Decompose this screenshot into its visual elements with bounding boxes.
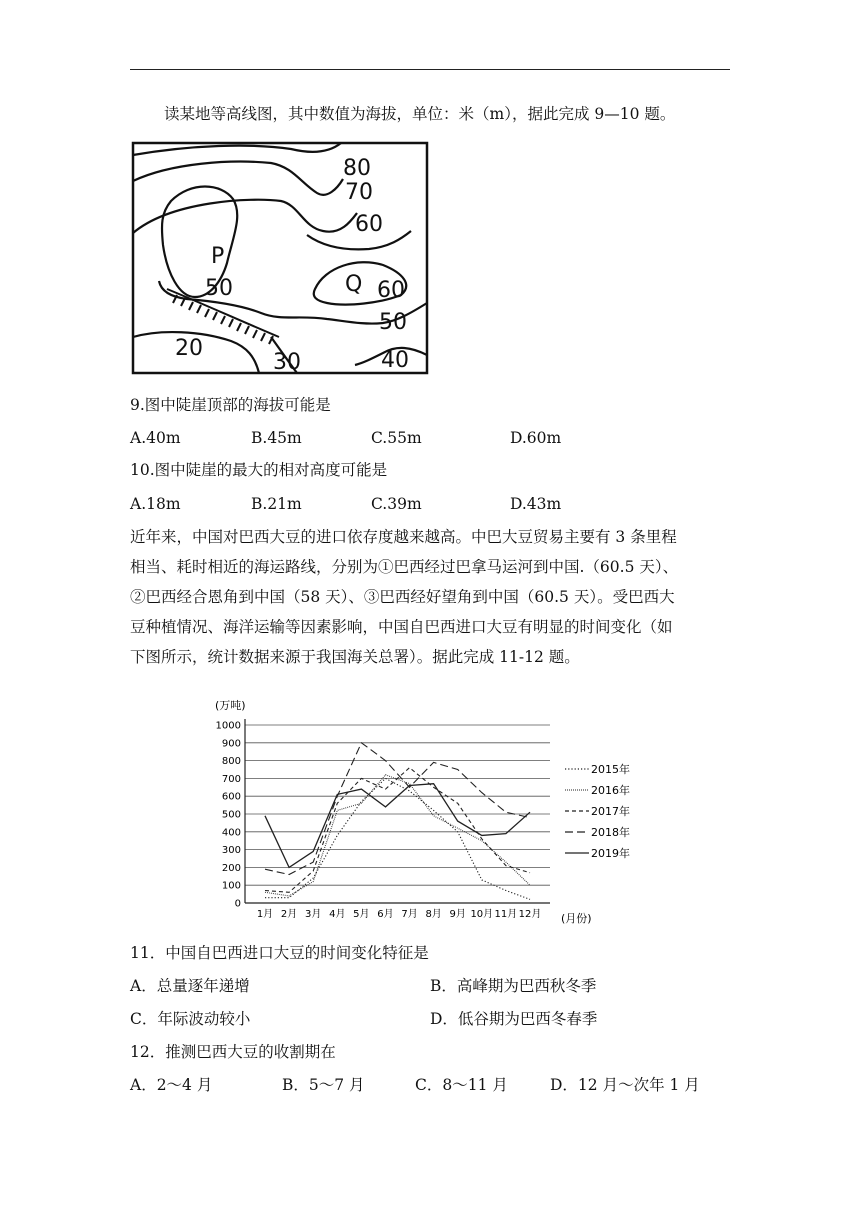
label-80: 80 xyxy=(343,156,371,181)
y-tick-label: 300 xyxy=(221,845,241,857)
x-tick-label: 2月 xyxy=(280,909,298,920)
q10-option-d: D.43m xyxy=(510,495,562,513)
q10-option-c: C.39m xyxy=(371,495,422,513)
x-tick-label: 8月 xyxy=(425,909,442,920)
y-tick-label: 0 xyxy=(234,898,241,910)
q12-option-b: B．5～7 月 xyxy=(282,1076,365,1094)
y-tick-label: 1000 xyxy=(215,720,241,732)
x-tick-label: 4月 xyxy=(329,909,346,920)
x-tick-label: 6月 xyxy=(377,909,394,920)
y-tick-label: 200 xyxy=(221,862,241,874)
y-axis-unit: (万吨) xyxy=(215,699,246,712)
q9-option-c: C.55m xyxy=(371,429,422,447)
intro-soy-line3: ②巴西经合恩角到中国（58 天）、③巴西经好望角到中国（60.5 天）。受巴西大 xyxy=(130,588,675,606)
q12-stem: 12．推测巴西大豆的收割期在 xyxy=(130,1043,336,1061)
q12-option-a: A．2～4 月 xyxy=(130,1076,213,1094)
label-50-p: 50 xyxy=(205,276,233,301)
x-tick-label: 9月 xyxy=(449,909,466,920)
y-tick-label: 800 xyxy=(221,756,241,768)
soy-import-chart xyxy=(205,695,630,925)
label-30: 30 xyxy=(273,350,301,375)
q9-option-a: A.40m xyxy=(130,429,181,447)
label-p: P xyxy=(211,244,225,269)
q11-option-d: D．低谷期为巴西冬春季 xyxy=(430,1010,598,1028)
y-tick-label: 600 xyxy=(221,791,241,803)
series-line-2017年 xyxy=(265,768,530,893)
y-tick-label: 700 xyxy=(221,773,241,785)
x-tick-label: 1月 xyxy=(256,909,274,920)
label-70: 70 xyxy=(345,180,373,205)
label-q: Q xyxy=(345,272,363,297)
q9-option-b: B.45m xyxy=(251,429,302,447)
intro-soy-line4: 豆种植情况、海洋运输等因素影响，中国自巴西进口大豆有明显的时间变化（如 xyxy=(130,618,673,636)
label-20: 20 xyxy=(175,336,203,361)
y-tick-label: 100 xyxy=(221,880,241,892)
legend-label: 2018年 xyxy=(591,826,630,839)
x-tick-label: 5月 xyxy=(353,909,370,920)
y-tick-label: 400 xyxy=(221,827,241,839)
q12-option-d: D．12 月～次年 1 月 xyxy=(550,1076,700,1094)
q12-option-c: C．8～11 月 xyxy=(415,1076,508,1094)
q11-option-a: A．总量逐年递增 xyxy=(130,977,250,995)
header-rule xyxy=(130,69,730,70)
label-40: 40 xyxy=(381,348,409,373)
q11-option-c: C．年际波动较小 xyxy=(130,1010,251,1028)
intro-soy-line1: 近年来，中国对巴西大豆的进口依存度越来越高。中巴大豆贸易主要有 3 条里程 xyxy=(130,528,677,546)
x-tick-label: 10月 xyxy=(470,909,494,920)
legend-label: 2015年 xyxy=(591,763,630,776)
x-axis-unit: (月份) xyxy=(561,912,592,925)
q9-option-d: D.60m xyxy=(510,429,562,447)
series-line-2018年 xyxy=(265,743,530,875)
intro-soy-line2: 相当、耗时相近的海运路线，分别为①巴西经过巴拿马运河到中国.（60.5 天）、 xyxy=(130,558,679,576)
x-tick-label: 3月 xyxy=(304,909,322,920)
q10-stem: 10.图中陡崖的最大的相对高度可能是 xyxy=(130,461,388,479)
contour-map xyxy=(131,141,429,375)
q10-option-b: B.21m xyxy=(251,495,302,513)
q11-option-b: B．高峰期为巴西秋冬季 xyxy=(430,977,597,995)
label-60-q: 60 xyxy=(377,278,405,303)
legend-label: 2016年 xyxy=(591,784,630,797)
legend-label: 2017年 xyxy=(591,805,630,818)
x-tick-label: 7月 xyxy=(401,909,418,920)
label-60-top: 60 xyxy=(355,212,383,237)
q11-stem: 11．中国自巴西进口大豆的时间变化特征是 xyxy=(130,944,429,962)
intro-contour: 读某地等高线图，其中数值为海拔，单位：米（m），据此完成 9—10 题。 xyxy=(164,105,676,123)
intro-soy-line5: 下图所示，统计数据来源于我国海关总署）。据此完成 11-12 题。 xyxy=(130,648,580,666)
x-tick-label: 12月 xyxy=(518,909,542,920)
q9-stem: 9.图中陡崖顶部的海拔可能是 xyxy=(130,396,331,414)
label-50-right: 50 xyxy=(379,310,407,335)
y-tick-label: 900 xyxy=(221,738,241,750)
y-tick-label: 500 xyxy=(221,809,241,821)
legend-label: 2019年 xyxy=(591,847,630,860)
x-tick-label: 11月 xyxy=(494,909,518,920)
q10-option-a: A.18m xyxy=(130,495,181,513)
